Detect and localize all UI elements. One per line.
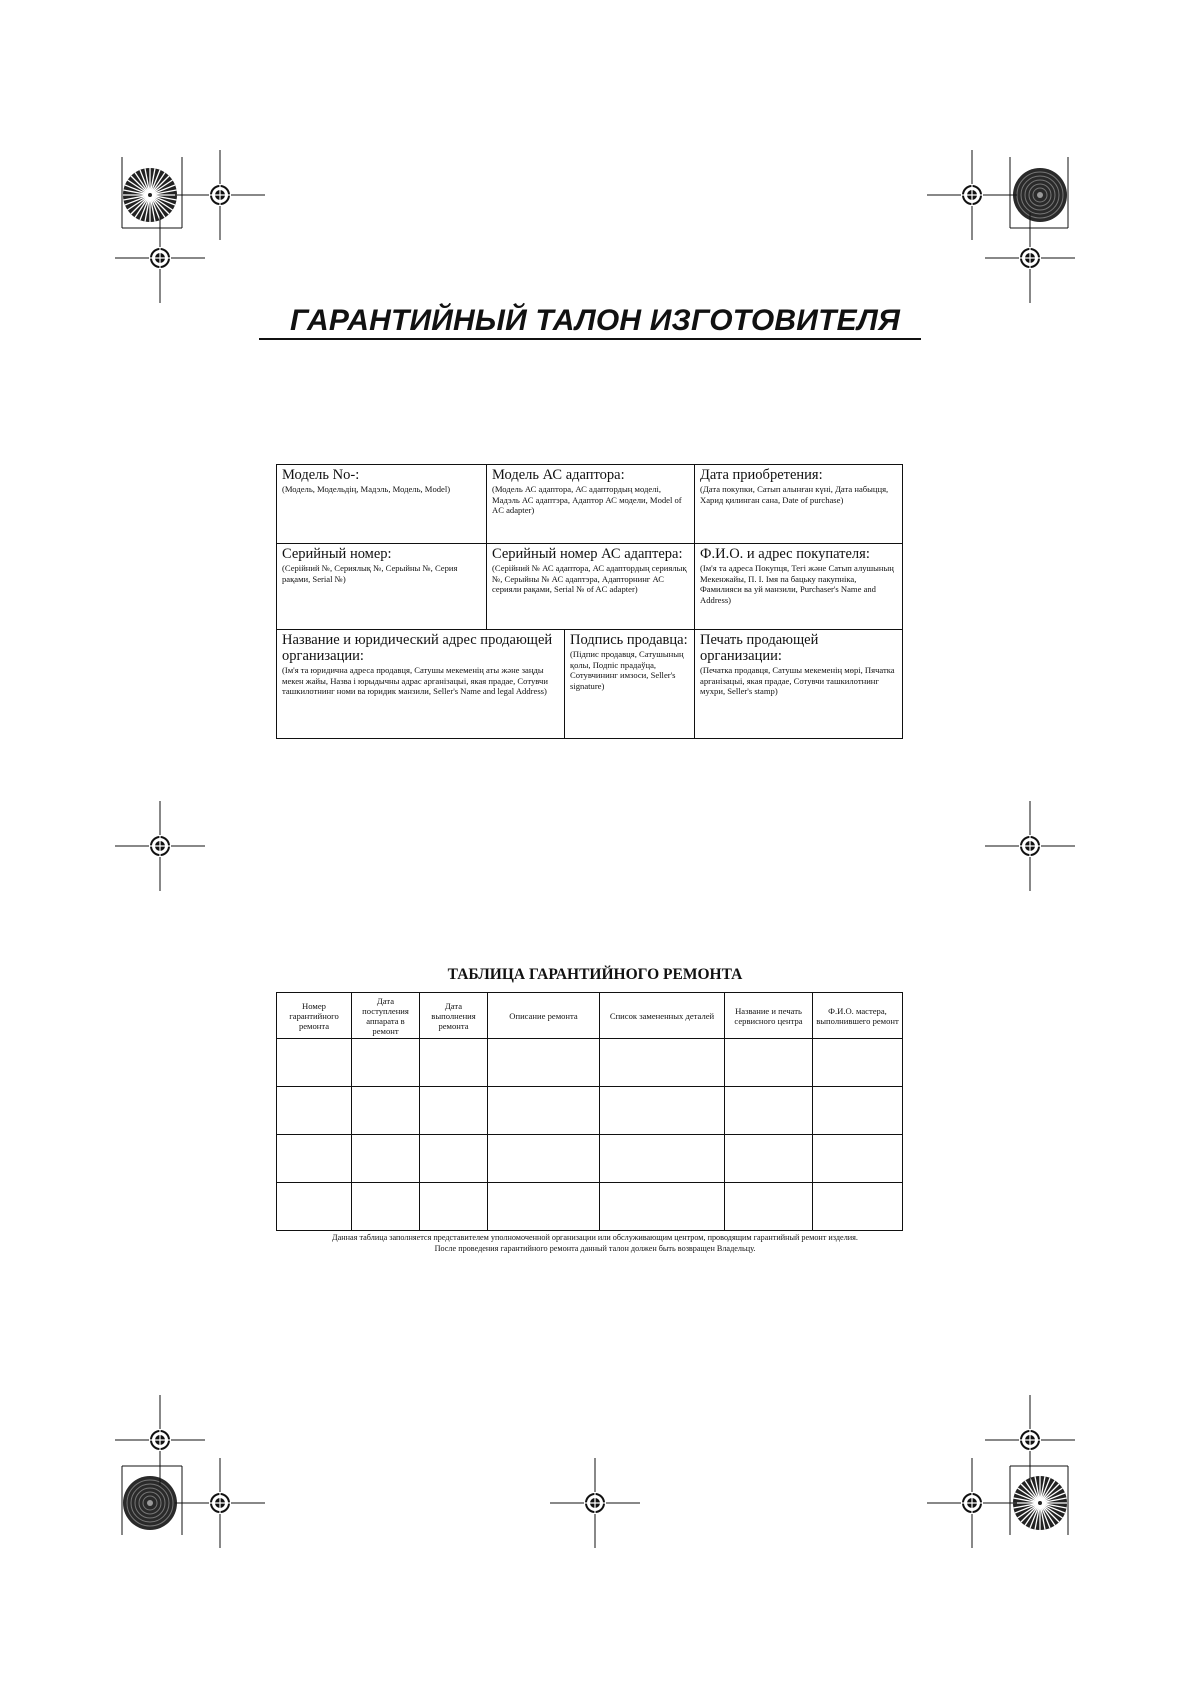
- model-sub: (Модель, Модельдің, Мадэль, Модель, Model): [282, 484, 451, 494]
- table-row: [277, 1039, 903, 1087]
- table-cell[interactable]: [725, 1039, 813, 1087]
- table-row: [277, 1135, 903, 1183]
- table-cell[interactable]: [725, 1183, 813, 1231]
- table-cell[interactable]: [352, 1087, 420, 1135]
- warranty-form: [276, 464, 903, 739]
- table-cell[interactable]: [600, 1087, 725, 1135]
- table-cell[interactable]: [488, 1135, 600, 1183]
- seller-signature-label: Подпись продавца:: [570, 632, 688, 648]
- ac-adapter-serial-label: Серийный номер АС адаптера:: [492, 546, 683, 562]
- purchaser-field[interactable]: [695, 544, 903, 630]
- table-cell[interactable]: [725, 1087, 813, 1135]
- model-label: Модель No-:: [282, 467, 360, 483]
- table-cell[interactable]: [420, 1087, 488, 1135]
- table-cell[interactable]: [813, 1183, 903, 1231]
- col-replaced-parts: Список замененных деталей: [600, 993, 725, 1039]
- table-cell[interactable]: [277, 1087, 352, 1135]
- table-cell[interactable]: [725, 1135, 813, 1183]
- seller-org-sub: (Ім'я та юридична адреса продавця, Сатушы мекеменің аты және заңды мекен жайы, Назва і юрыдычны адрас арганізацыі, якая прадае, Сотувчи ташкилотнинг номи ва юридик манзили, Seller's Name and legal Address): [282, 665, 548, 696]
- table-cell[interactable]: [488, 1039, 600, 1087]
- serial-label: Серийный номер:: [282, 546, 392, 562]
- table-cell[interactable]: [420, 1183, 488, 1231]
- purchase-date-sub: (Дата покупки, Сатып алынған күні, Дата набыцця, Харид қилинган сана, Date of purchase): [700, 484, 889, 505]
- table-cell[interactable]: [420, 1039, 488, 1087]
- page-title: ГАРАНТИЙНЫЙ ТАЛОН ИЗГОТОВИТЕЛЯ: [289, 304, 901, 337]
- table-row: [277, 1183, 903, 1231]
- seller-stamp-field[interactable]: [695, 630, 903, 739]
- table-cell[interactable]: [277, 1135, 352, 1183]
- col-repair-description: Описание ремонта: [488, 993, 600, 1039]
- table-cell[interactable]: [600, 1039, 725, 1087]
- col-completed-date: Дата выполнения ремонта: [420, 993, 488, 1039]
- ac-adapter-serial-sub: (Серійний № АС адаптора, АС адаптордың сериялық №, Серыйны № АС адаптэра, Адапторнинг АС серияли рақами, Serial № of AC adapter): [492, 563, 687, 594]
- table-cell[interactable]: [488, 1087, 600, 1135]
- col-technician: Ф.И.О. мастера, выполнившего ремонт: [813, 993, 903, 1039]
- seller-signature-sub: (Підпис продавця, Сатушының қолы, Подпіс прадаўца, Сотувчининг имзоси, Seller's signature): [570, 649, 684, 691]
- col-repair-number: Номер гарантийного ремонта: [277, 993, 352, 1039]
- seller-stamp-label: Печать продающей организации:: [700, 632, 819, 664]
- serial-field[interactable]: [277, 544, 487, 630]
- serial-sub: (Серійний №, Сериялық №, Серыйны №, Серия рақами, Serial №): [282, 563, 458, 584]
- repair-note-line2: После проведения гарантийного ремонта данный талон должен быть возвращен Владельцу.: [434, 1244, 756, 1253]
- purchase-date-label: Дата приобретения:: [700, 467, 823, 483]
- repair-note-line1: Данная таблица заполняется представителем уполномоченной организации или обслуживающим центром, проводящим гарантийный ремонт изделия.: [332, 1233, 858, 1242]
- table-row: [277, 1087, 903, 1135]
- table-cell[interactable]: [488, 1183, 600, 1231]
- title-underline: [259, 338, 921, 340]
- seller-signature-field[interactable]: [565, 630, 695, 739]
- seller-org-field[interactable]: [277, 630, 565, 739]
- purchaser-label: Ф.И.О. и адрес покупателя:: [700, 546, 870, 562]
- seller-org-label: Название и юридический адрес продающей организации:: [282, 632, 553, 664]
- table-cell[interactable]: [352, 1135, 420, 1183]
- repair-table: [276, 992, 903, 1231]
- purchase-date-field[interactable]: [695, 465, 903, 544]
- model-field[interactable]: [277, 465, 487, 544]
- repair-table-header: [277, 993, 903, 1039]
- table-cell[interactable]: [352, 1039, 420, 1087]
- table-cell[interactable]: [277, 1183, 352, 1231]
- table-cell[interactable]: [813, 1135, 903, 1183]
- seller-stamp-sub: (Печатка продавця, Сатушы мекеменің мөрі, Пячатка арганізацыі, якая прадае, Сотувчи ташкилотнинг мухри, Seller's stamp): [700, 665, 895, 696]
- table-cell[interactable]: [813, 1087, 903, 1135]
- table-cell[interactable]: [600, 1135, 725, 1183]
- table-cell[interactable]: [420, 1135, 488, 1183]
- ac-adapter-model-label: Модель АС адаптора:: [492, 467, 625, 483]
- ac-adapter-model-sub: (Модель АС адаптора, АС адаптордың моделі, Мадэль АС адаптэра, Адаптор АС модели, Model of AC adapter): [492, 484, 682, 515]
- table-cell[interactable]: [600, 1183, 725, 1231]
- table-cell[interactable]: [813, 1039, 903, 1087]
- repair-table-title: ТАБЛИЦА ГАРАНТИЙНОГО РЕМОНТА: [447, 966, 743, 983]
- col-service-center: Название и печать сервисного центра: [725, 993, 813, 1039]
- purchaser-sub: (Ім'я та адреса Покупця, Тегі және Сатып алушының Мекенжайы, П. І. Імя па бацьку пакупніка, Фамилияси ва уй манзили, Purchaser's Name and Address): [700, 563, 894, 605]
- col-received-date: Дата поступления аппарата в ремонт: [352, 993, 420, 1039]
- ac-adapter-serial-field[interactable]: [487, 544, 695, 630]
- table-cell[interactable]: [352, 1183, 420, 1231]
- ac-adapter-model-field[interactable]: [487, 465, 695, 544]
- table-cell[interactable]: [277, 1039, 352, 1087]
